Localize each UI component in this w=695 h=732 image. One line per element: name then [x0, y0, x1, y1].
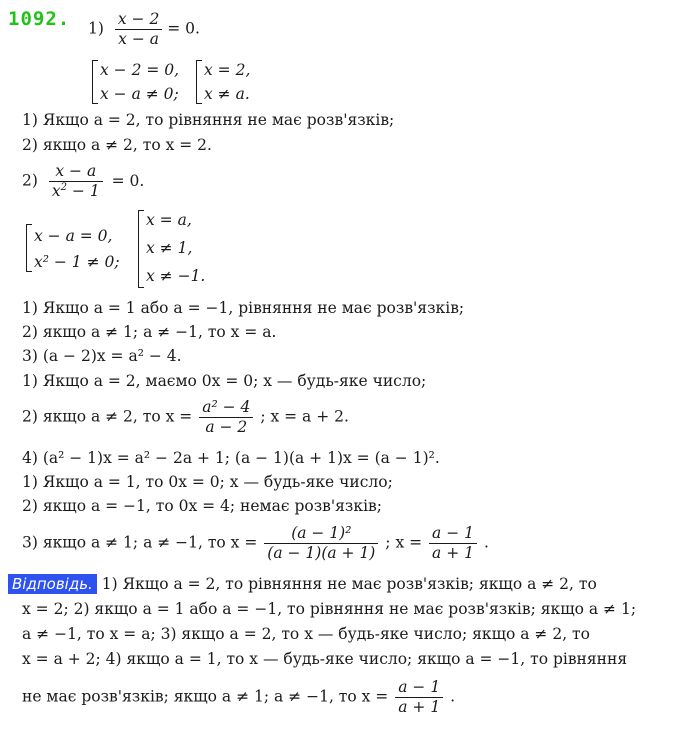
system-row: x ≠ 1,: [146, 239, 193, 257]
system-row: x = 2,: [204, 61, 251, 79]
fraction-denominator: a − 2: [205, 418, 248, 436]
part2-case1: 1) Якщо a = 1 або a = −1, рівняння не має розв'язків;: [22, 299, 465, 317]
case2-suffix: ; x = a + 2.: [260, 407, 349, 426]
answer-line5-prefix: не має розв'язків; якщо a ≠ 1; a ≠ −1, то x =: [22, 687, 389, 706]
fraction-numerator: a² − 4: [199, 398, 253, 418]
answer-badge: Відповідь.: [8, 574, 97, 594]
answer-line-3: a ≠ −1, то x = a; 3) якщо a = 2, то x — будь-яке число; якщо a ≠ 2, то: [22, 625, 590, 643]
part1-case1: 1) Якщо a = 2, то рівняння не має розв'язків;: [22, 111, 395, 129]
case3-middle: ; x =: [385, 533, 423, 552]
part2-system-a: [26, 222, 131, 274]
answer-line-2: x = 2; 2) якщо a = 1 або a = −1, то рівняння не має розв'язків; якщо a ≠ 1;: [22, 600, 637, 618]
case2-prefix: 2) якщо a ≠ 2, то x =: [22, 407, 193, 426]
fraction-numerator: (a − 1)²: [264, 524, 378, 544]
answer-line-4: x = a + 2; 4) якщо a = 1, то x — будь-яке число; якщо a = −1, то рівняння: [22, 650, 628, 668]
fraction-denominator: a + 1: [432, 544, 474, 562]
answer-line-1: [8, 574, 597, 594]
answer-line5-end: .: [450, 687, 456, 706]
part1-fraction: [115, 10, 162, 49]
part3-case2: [22, 398, 349, 437]
part2-fraction: [49, 162, 103, 201]
case3-prefix: 3) якщо a ≠ 1; a ≠ −1, то x =: [22, 533, 258, 552]
system-row: x² − 1 ≠ 0;: [34, 253, 120, 271]
den-exponent: 2: [60, 182, 67, 193]
part1-eq-tail: = 0.: [167, 19, 200, 38]
part1-system-b: [196, 58, 276, 106]
part3-case1: 1) Якщо a = 2, маємо 0x = 0; x — будь-яке число;: [22, 372, 427, 390]
answer-fraction: [395, 678, 443, 717]
part4-case1: 1) Якщо a = 1, то 0x = 0; x — будь-яке число;: [22, 473, 393, 491]
part3-equation: 3) (a − 2)x = a² − 4.: [22, 347, 182, 365]
part4-case3: [22, 524, 489, 563]
problem-number: 1092.: [8, 8, 71, 30]
system-row: x − 2 = 0,: [100, 61, 180, 79]
answer-text: 1) Якщо a = 2, то рівняння не має розв'язків; якщо a ≠ 2, то: [96, 575, 597, 593]
part2-equation: [22, 162, 144, 201]
fraction-denominator: [49, 182, 103, 201]
part3-fraction: [199, 398, 253, 437]
den-base: x: [51, 182, 61, 200]
fraction-denominator: x − a: [118, 30, 159, 48]
fraction-denominator: a + 1: [398, 698, 441, 716]
fraction-numerator: a − 1: [429, 524, 477, 544]
system-row: x − a ≠ 0;: [100, 85, 179, 103]
fraction-numerator: a − 1: [395, 678, 443, 698]
answer-line-5: [22, 678, 455, 717]
part4-case2: 2) якщо a = −1, то 0x = 4; немає розв'язків;: [22, 497, 382, 515]
part1-system-a: [92, 58, 192, 106]
part2-system-b: [138, 208, 228, 290]
part2-label: 2): [22, 171, 38, 190]
fraction-numerator: x − a: [49, 162, 103, 182]
system-row: x = a,: [146, 211, 192, 229]
part1-equation: [88, 10, 200, 49]
part4-equation: 4) (a² − 1)x = a² − 2a + 1; (a − 1)(a + 1)x = (a − 1)².: [22, 449, 440, 467]
fraction-numerator: x − 2: [115, 10, 162, 30]
system-row: x ≠ −1.: [146, 267, 206, 285]
system-row: x ≠ a.: [204, 85, 250, 103]
part2-eq-tail: = 0.: [111, 171, 145, 190]
case3-end: .: [483, 533, 489, 552]
part4-fraction-main: [264, 524, 378, 563]
system-row: x − a = 0,: [34, 227, 113, 245]
den-tail: − 1: [66, 182, 100, 200]
part2-case2: 2) якщо a ≠ 1; a ≠ −1, то x = a.: [22, 323, 277, 341]
part1-case2: 2) якщо a ≠ 2, то x = 2.: [22, 136, 212, 154]
part1-label: 1): [88, 19, 104, 38]
part4-fraction-result: [429, 524, 477, 563]
fraction-denominator: (a − 1)(a + 1): [267, 544, 376, 562]
